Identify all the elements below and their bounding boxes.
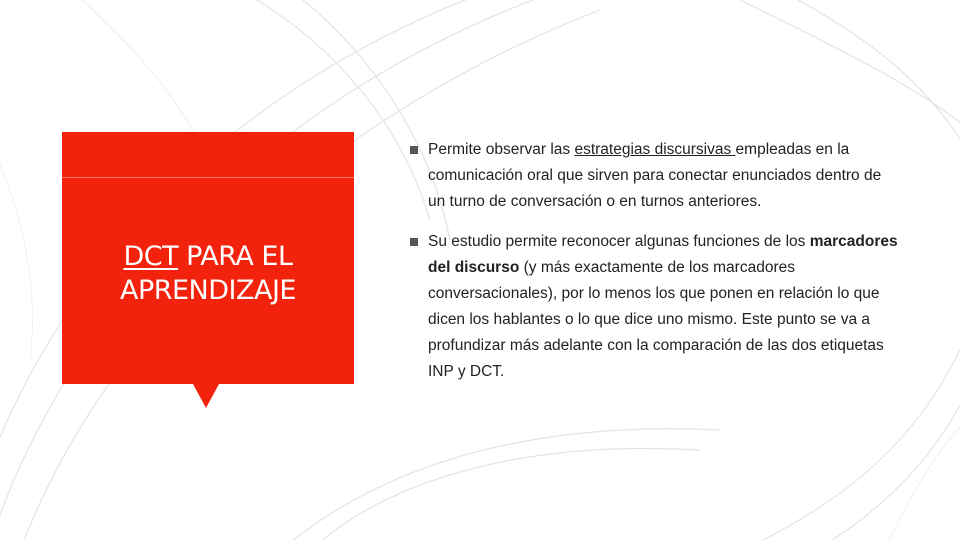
title-pointer <box>193 384 219 408</box>
title-emphasis: DCT <box>123 241 179 272</box>
bullet-text: Permite observar las <box>428 141 575 158</box>
bullet-text: Su estudio permite reconocer algunas funciones de los <box>428 233 810 250</box>
title-line2: APRENDIZAJE <box>119 275 296 306</box>
bullet-list <box>408 137 898 385</box>
bullet-text: (y más exactamente de los marcadores conversacionales), por lo menos los que ponen en relación lo que dicen los hablantes o lo que dice uno mismo. Este punto se va a profundizar más adelante con la comparación de las dos etiquetas INP y DCT. <box>428 259 884 380</box>
square-bullet-icon <box>410 238 418 246</box>
bullet-underlined-text: estrategias discursivas <box>574 141 736 158</box>
bullet-item <box>408 229 898 385</box>
square-bullet-icon <box>410 146 418 154</box>
bullet-text: empleadas en la comunicación oral que sirven para conectar enunciados dentro de un turno de conversación o en turnos anteriores. <box>428 141 882 210</box>
slide-title <box>62 240 354 308</box>
title-panel-divider <box>62 177 354 178</box>
title-line1-rest: PARA EL <box>178 241 293 272</box>
bullet-bold-text: marcadores del discurso <box>428 233 898 276</box>
bullet-item <box>408 137 898 215</box>
title-panel <box>62 132 354 384</box>
